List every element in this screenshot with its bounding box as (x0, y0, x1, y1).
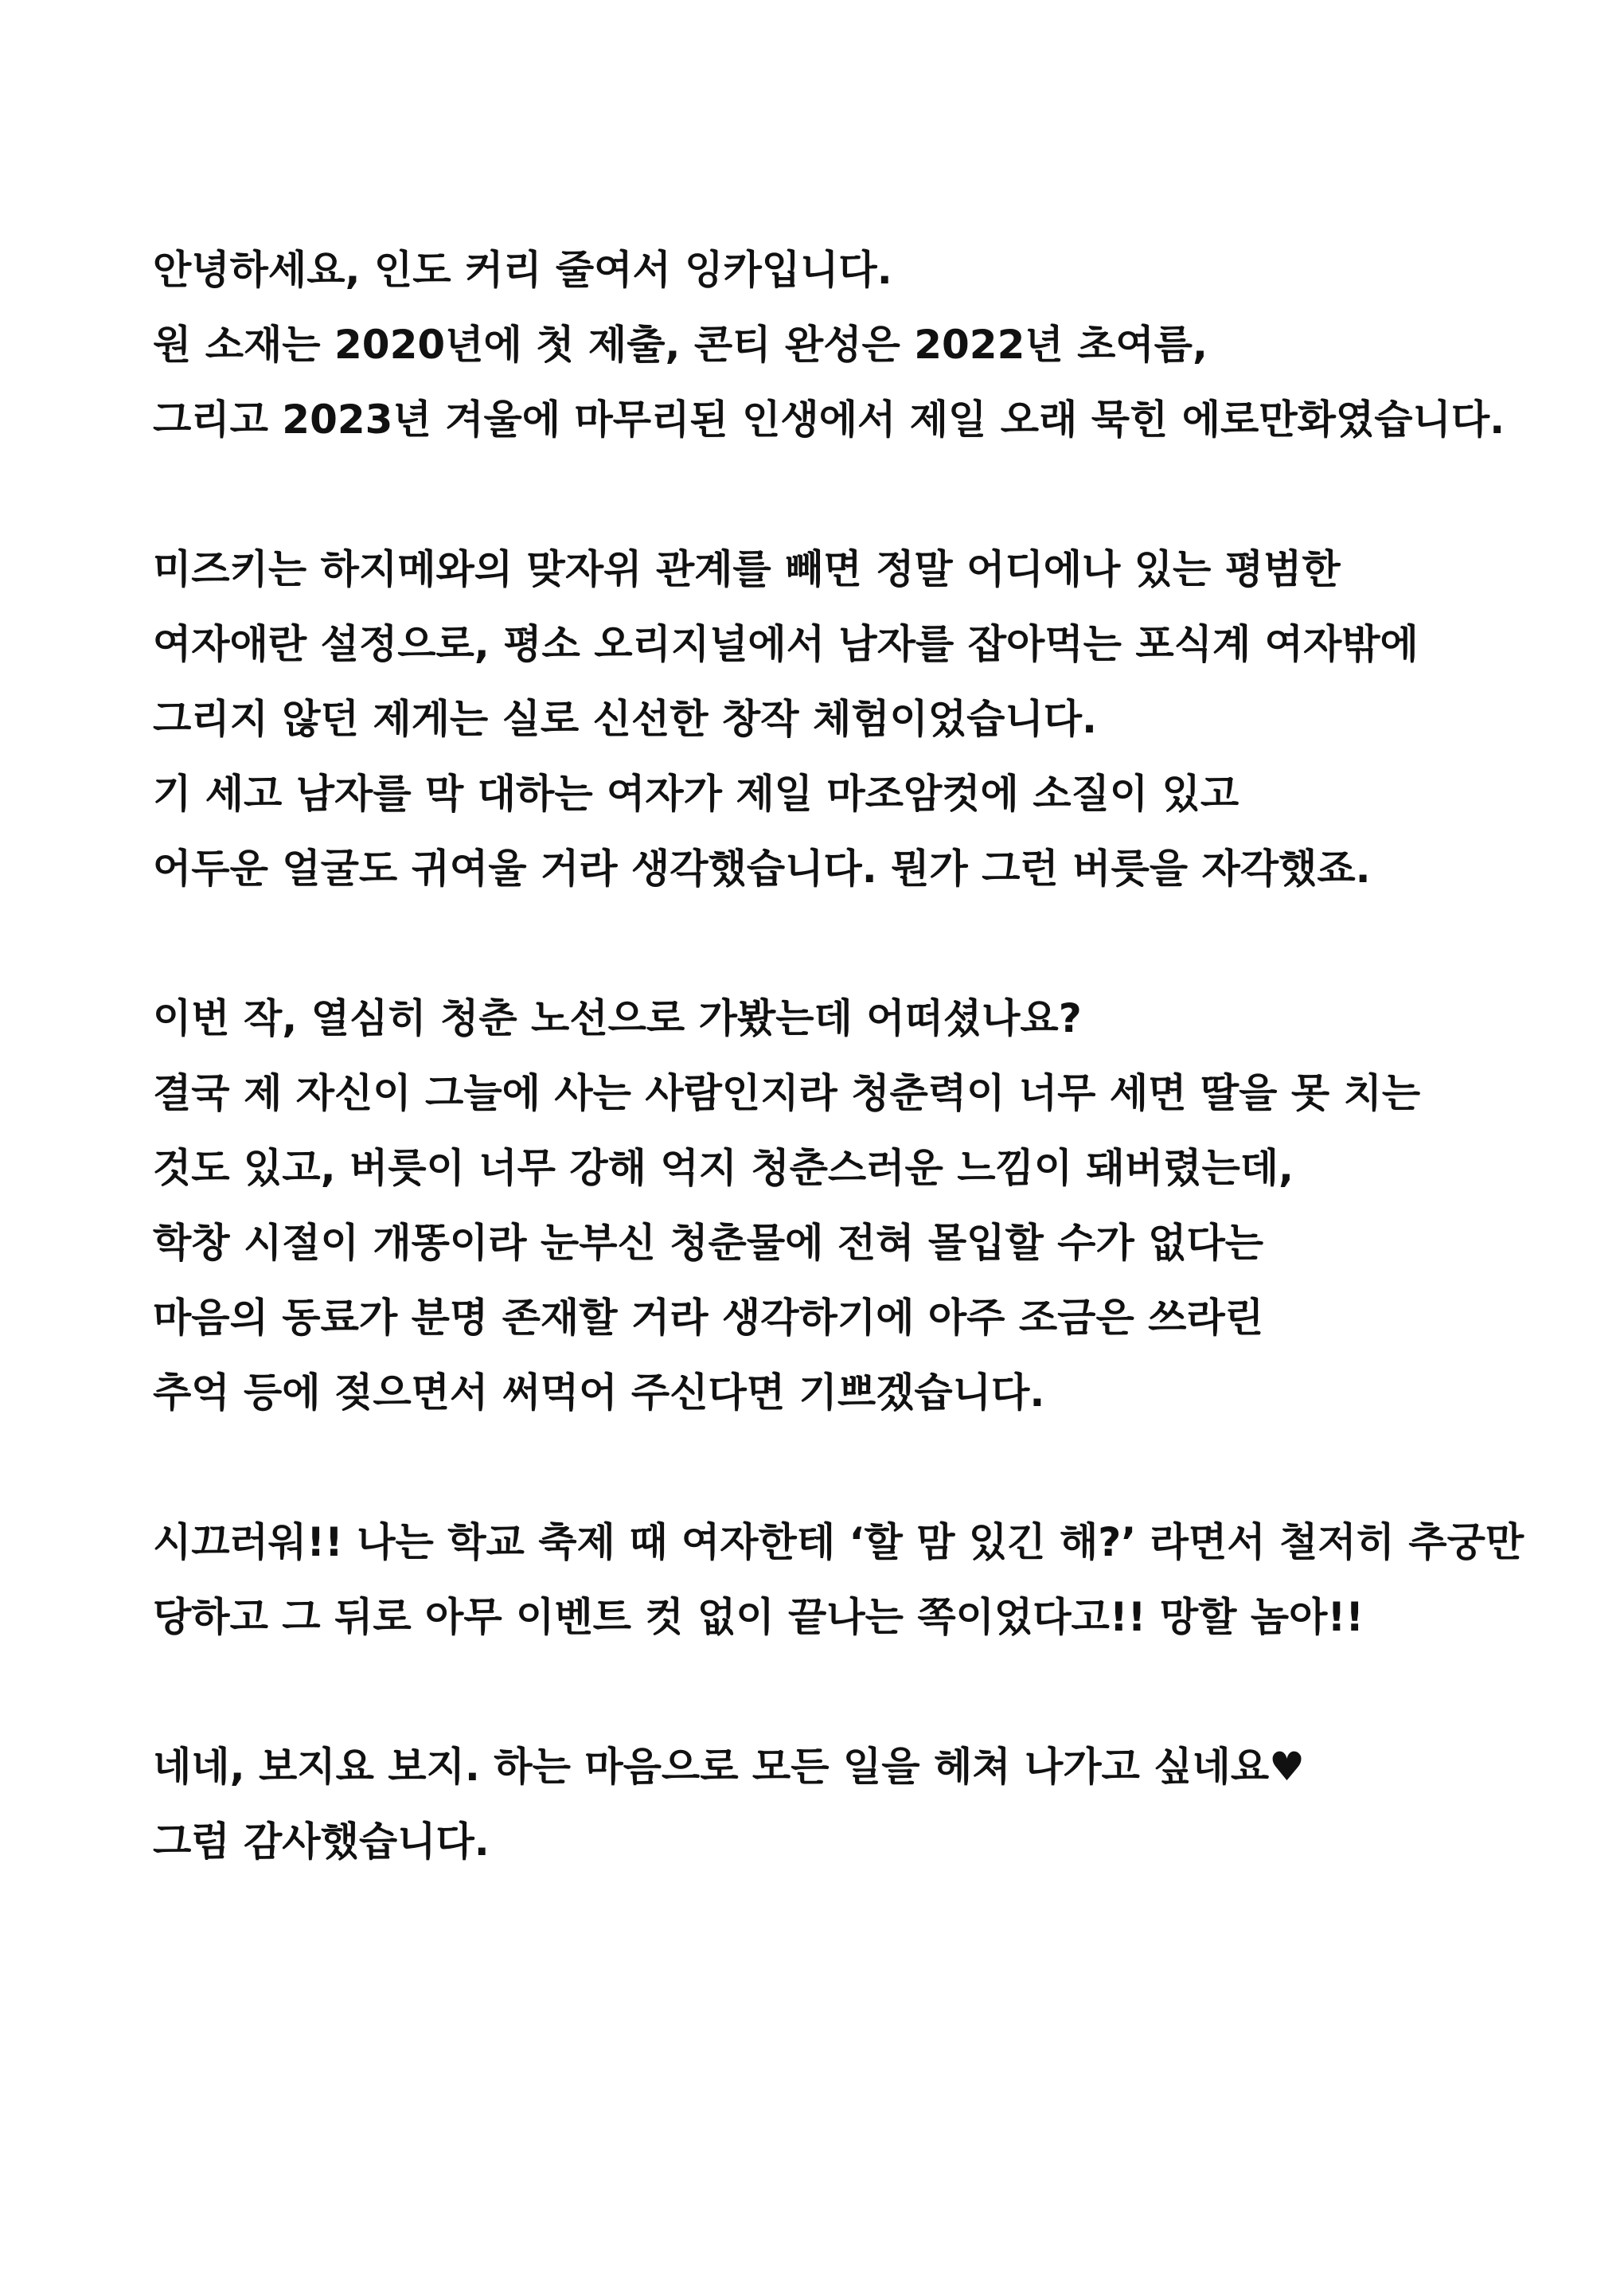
paragraph-greeting (153, 232, 1570, 457)
text-line: 것도 있고, 버릇이 너무 강해 억지 청춘스러운 느낌이 돼버렸는데, (153, 1145, 1294, 1191)
text-line: 어두운 얼굴도 귀여울 거라 생각했습니다. 뭔가 그런 버릇을 자각했죠. (153, 846, 1371, 892)
text-line: 안녕하세요, 인도 커리 줄여서 잉카입니다. (153, 247, 892, 293)
text-line: 여자애란 설정으로, 평소 오리지널에서 남자를 잡아먹는 포식계 여자밖에 (153, 621, 1419, 667)
text-line: 그리고 2023년 겨울에 마무리된 인생에서 제일 오래 묵힌 에로만화였습니다. (153, 396, 1505, 443)
text-line: 기 세고 남자를 막 대하는 여자가 제일 마조암컷에 소질이 있고 (153, 771, 1239, 817)
text-line: 미즈키는 하지메와의 맞자위 관계를 빼면 정말 어디에나 있는 평범한 (153, 546, 1341, 592)
text-line: 당하고 그 뒤로 아무 이벤트 컷 없이 끝나는 쪽이었다고!! 망할 놈아!! (153, 1594, 1364, 1640)
paragraph-outburst (153, 1505, 1570, 1654)
text-line: 네네, 보지요 보지. 하는 마음으로 모든 일을 헤쳐 나가고 싶네요♥ (153, 1744, 1305, 1790)
text-line: 원 소재는 2020년에 첫 제출, 콘티 완성은 2022년 초여름, (153, 322, 1208, 368)
text-line: 그리지 않던 제게는 실로 신선한 창작 체험이었습니다. (153, 696, 1098, 742)
afterword-text (153, 232, 1570, 1954)
text-line: 추억 등에 젖으면서 써먹어 주신다면 기쁘겠습니다. (153, 1369, 1045, 1416)
text-line: 결국 제 자신이 그늘에 사는 사람인지라 청춘력이 너무 세면 딸을 못 치는 (153, 1070, 1421, 1116)
text-line: 마음의 동료가 분명 존재할 거라 생각하기에 아주 조금은 쓰라린 (153, 1295, 1264, 1341)
paragraph-character (153, 532, 1570, 906)
text-line: 이번 작, 열심히 청춘 노선으로 가봤는데 어떠셨나요? (153, 995, 1082, 1041)
paragraph-youth (153, 981, 1570, 1430)
text-line: 그럼 감사했습니다. (153, 1818, 490, 1865)
text-line: 시끄러워!! 나는 학교 축제 때 여자한테 ‘할 맘 있긴 해?’ 라면서 철저히 추궁만 (153, 1519, 1524, 1565)
text-line: 학창 시절이 개똥이라 눈부신 청춘물에 전혀 몰입할 수가 없다는 (153, 1220, 1264, 1266)
paragraph-closing (153, 1729, 1570, 1879)
